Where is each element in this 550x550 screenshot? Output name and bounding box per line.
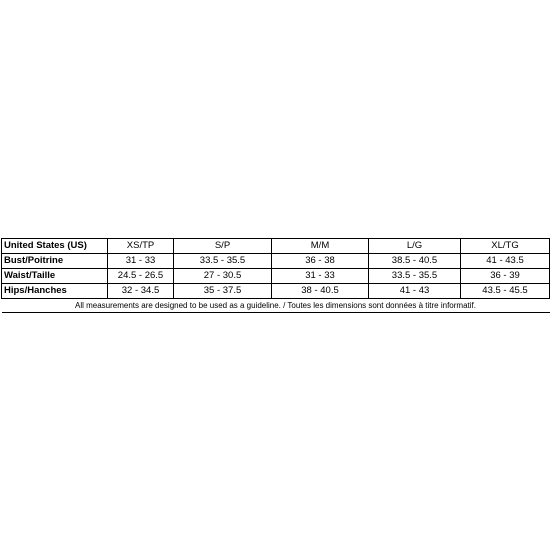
table-row — [2, 269, 550, 284]
size-header-s: S/P — [174, 239, 272, 254]
table-cell: 27 - 30.5 — [174, 269, 272, 284]
size-header-m: M/M — [272, 239, 369, 254]
table-cell: 41 - 43 — [369, 284, 461, 299]
region-label: United States (US) — [2, 239, 108, 254]
table-row — [2, 284, 550, 299]
table-cell: 31 - 33 — [108, 254, 174, 269]
table-cell: 33.5 - 35.5 — [174, 254, 272, 269]
row-label-bust: Bust/Poitrine — [2, 254, 108, 269]
table-cell: 33.5 - 35.5 — [369, 269, 461, 284]
table-row — [2, 254, 550, 269]
table-cell: 36 - 39 — [461, 269, 550, 284]
table-cell: 43.5 - 45.5 — [461, 284, 550, 299]
table-cell: 41 - 43.5 — [461, 254, 550, 269]
row-label-hips: Hips/Hanches — [2, 284, 108, 299]
note-row — [2, 299, 550, 313]
table-cell: 31 - 33 — [272, 269, 369, 284]
size-header-xl: XL/TG — [461, 239, 550, 254]
table-header-row — [2, 239, 550, 254]
table-cell: 32 - 34.5 — [108, 284, 174, 299]
size-chart-table — [1, 238, 550, 313]
table-cell: 24.5 - 26.5 — [108, 269, 174, 284]
table-cell: 38 - 40.5 — [272, 284, 369, 299]
table-cell: 38.5 - 40.5 — [369, 254, 461, 269]
table-cell: 35 - 37.5 — [174, 284, 272, 299]
row-label-waist: Waist/Taille — [2, 269, 108, 284]
table-cell: 36 - 38 — [272, 254, 369, 269]
guideline-note: All measurements are designed to be used as a guideline. / Toutes les dimensions sont données à titre informatif. — [2, 299, 550, 313]
size-header-l: L/G — [369, 239, 461, 254]
size-header-xs: XS/TP — [108, 239, 174, 254]
size-chart — [1, 238, 549, 313]
